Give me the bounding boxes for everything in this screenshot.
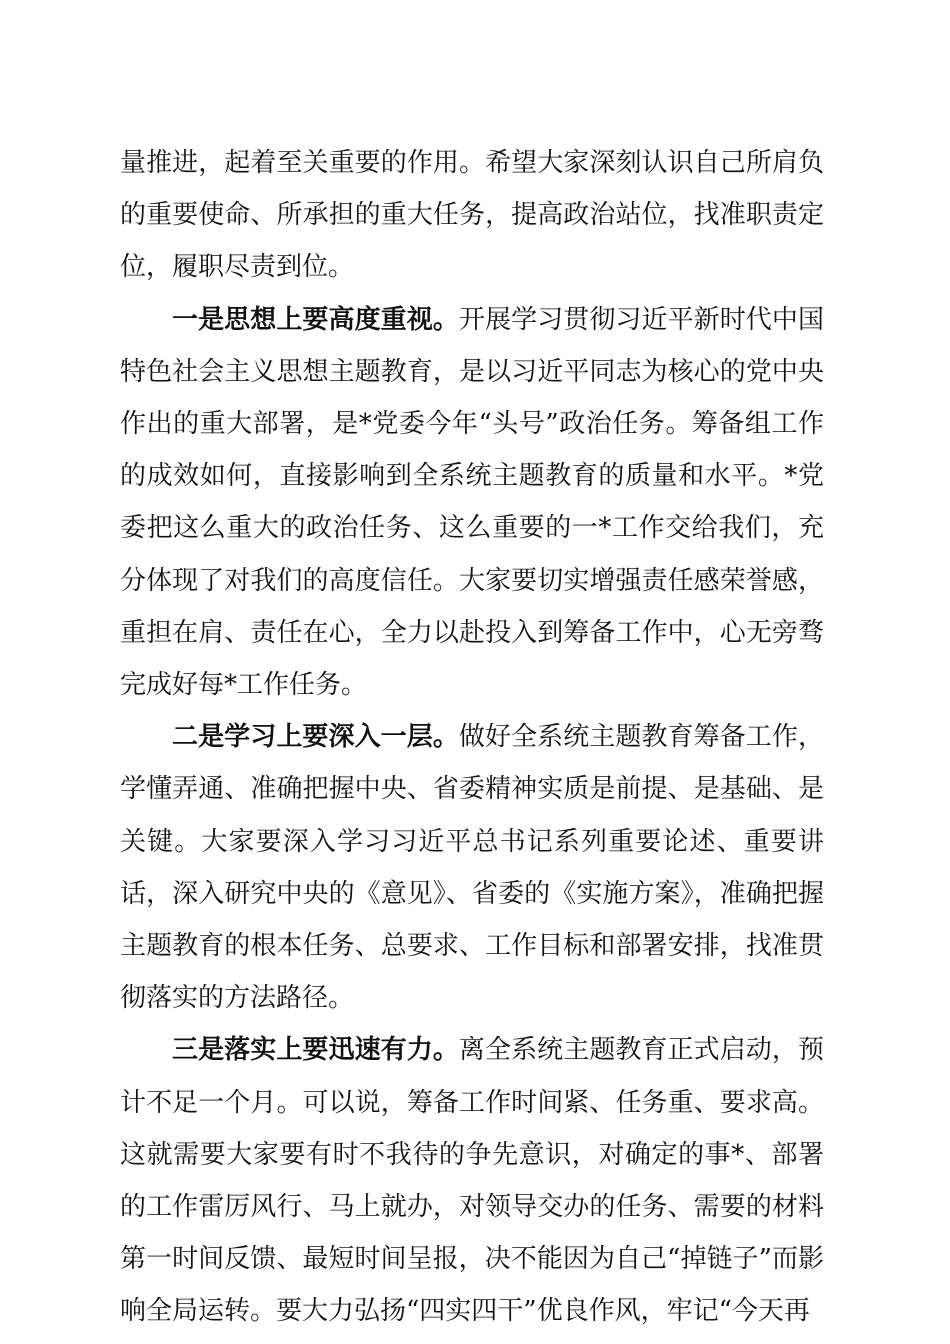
- paragraph-point-3: [120, 1024, 824, 1337]
- paragraph-point-1: [120, 294, 824, 712]
- paragraph-continuation: [120, 137, 824, 294]
- document-body: [120, 137, 824, 1338]
- paragraph-point-2: [120, 711, 824, 1024]
- paragraph-heading: 一是思想上要高度重视。: [172, 304, 459, 335]
- paragraph-body: 开展学习贯彻习近平新时代中国特色社会主义思想主题教育，是以习近平同志为核心的党中央作出的重大部署，是*党委今年“头号”政治任务。筹备组工作的成效如何，直接影响到全系统主题教育的质量和水平。*党委把这么重大的政治任务、这么重要的一*工作交给我们，充分体现了对我们的高度信任。大家要切实增强责任感荣誉感，重担在肩、责任在心，全力以赴投入到筹备工作中，心无旁骛完成好每*工作任务。: [120, 304, 824, 701]
- paragraph-body: 做好全系统主题教育筹备工作，学懂弄通、准确把握中央、省委精神实质是前提、是基础、是关键。大家要深入学习习近平总书记系列重要论述、重要讲话，深入研究中央的《意见》、省委的《实施方案》，准确把握主题教育的根本任务、总要求、工作目标和部署安排，找准贯彻落实的方法路径。: [120, 722, 824, 1014]
- paragraph-heading: 三是落实上要迅速有力。: [172, 1035, 459, 1066]
- paragraph-heading: 二是学习上要深入一层。: [172, 722, 459, 753]
- paragraph-body: 量推进，起着至关重要的作用。希望大家深刻认识自己所肩负的重要使命、所承担的重大任务，提高政治站位，找准职责定位，履职尽责到位。: [120, 148, 824, 283]
- paragraph-body: 离全系统主题教育正式启动，预计不足一个月。可以说，筹备工作时间紧、任务重、要求高。这就需要大家要有时不我待的争先意识，对确定的事*、部署的工作雷厉风行、马上就办，对领导交办的任务、需要的材料第一时间反馈、最短时间呈报，决不能因为自己“掉链子”而影响全局运转。要大力弘扬“四实四干”优良作风，牢记“今天再: [120, 1035, 824, 1327]
